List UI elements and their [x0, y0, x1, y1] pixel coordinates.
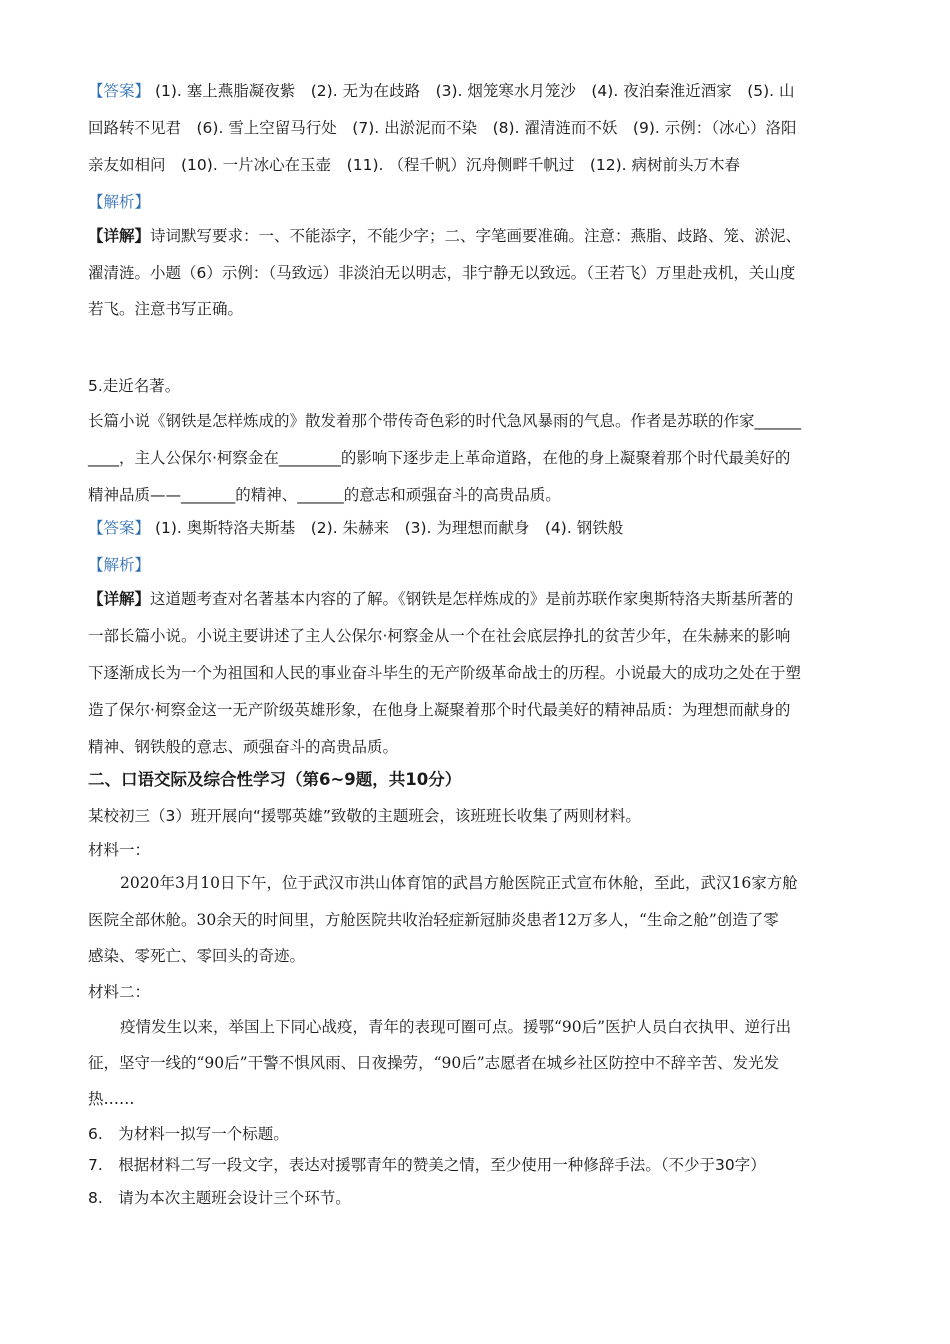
- detail-label: 【详解】: [88, 227, 151, 245]
- q5-detail-line-2: 一部长篇小说。小说主要讲述了主人公保尔·柯察金从一个在社会底层挣扎的贫苦少年，在朱赫来的影响: [88, 627, 791, 645]
- material2-line-2: 征，坚守一线的“90后”干警不惧风雨、日夜操劳，“90后”志愿者在城乡社区防控中不辞辛苦、发光发: [88, 1054, 780, 1072]
- answer-text: (1). 塞上燕脂凝夜紫 (2). 无为在歧路 (3). 烟笼寒水月笼沙 (4). 夜泊秦淮近酒家 (5). 山: [154, 82, 795, 100]
- answer-text: (1). 奥斯特洛夫斯基 (2). 朱赫来 (3). 为理想而献身 (4). 钢铁般: [154, 519, 624, 537]
- q5-question-line-1: 长篇小说《钢铁是怎样炼成的》散发着那个带传奇色彩的时代急风暴雨的气息。作者是苏联的作家______: [88, 412, 802, 430]
- q4-answer-line-2: 回路转不见君 (6). 雪上空留马行处 (7). 出淤泥而不染 (8). 濯清涟而不妖 (9). 示例：（冰心）洛阳: [88, 119, 797, 137]
- detail-text: 诗词默写要求：一、不能添字，不能少字；二、字笔画要准确。注意：燕脂、歧路、笼、淤泥、: [150, 227, 802, 245]
- answer-label: 【答案】: [88, 519, 151, 537]
- question-7: 7. 根据材料二写一段文字，表达对援鄂青年的赞美之情，至少使用一种修辞手法。（不少于30字）: [88, 1156, 766, 1174]
- q5-answer-line: [88, 518, 623, 538]
- q5-detail-line-1: [88, 589, 793, 609]
- q5-title: 5.走近名著。: [88, 377, 181, 395]
- q4-answer-line-3: 亲友如相问 (10). 一片冰心在玉壶 (11). （程千帆）沉舟侧畔千帆过 (12). 病树前头万木春: [88, 156, 741, 174]
- q5-question-line-2: ____，主人公保尔·柯察金在________的影响下逐步走上革命道路，在他的身上凝聚着那个时代最美好的: [88, 449, 791, 467]
- q5-detail-line-5: 精神、钢铁般的意志、顽强奋斗的高贵品质。: [88, 738, 399, 756]
- q4-analysis-label: 【解析】: [88, 193, 151, 211]
- question-8: 8. 请为本次主题班会设计三个环节。: [88, 1189, 351, 1207]
- detail-text: 这道题考查对名著基本内容的了解。《钢铁是怎样炼成的》是前苏联作家奥斯特洛夫斯基所著的: [150, 590, 794, 608]
- material1-line-2: 医院全部休舱。30余天的时间里，方舱医院共收治轻症新冠肺炎患者12万多人，“生命之舱”创造了零: [88, 911, 779, 929]
- material2-line-3: 热……: [88, 1090, 135, 1108]
- material1-label: 材料一：: [88, 841, 151, 859]
- q5-detail-line-3: 下逐渐成长为一个为祖国和人民的事业奋斗毕生的无产阶级革命战士的历程。小说最大的成功之处在于塑: [88, 664, 802, 682]
- q4-detail-line-2: 濯清涟。小题（6）示例：（马致远）非淡泊无以明志，非宁静无以致远。（王若飞）万里赴戎机，关山度: [88, 264, 796, 282]
- material2-label: 材料二：: [88, 983, 151, 1001]
- section-heading: 二、口语交际及综合性学习（第6~9题，共10分）: [88, 770, 462, 789]
- section-intro: 某校初三（3）班开展向“援鄂英雄”致敬的主题班会，该班班长收集了两则材料。: [88, 807, 641, 825]
- q4-detail-line-1: [88, 226, 801, 246]
- material1-line-3: 感染、零死亡、零回头的奇迹。: [88, 947, 306, 965]
- q4-detail-line-3: 若飞。注意书写正确。: [88, 300, 244, 318]
- material1-line-1: 2020年3月10日下午，位于武汉市洪山体育馆的武昌方舱医院正式宣布休舱，至此，武汉16家方舱: [120, 874, 798, 892]
- q5-detail-line-4: 造了保尔·柯察金这一无产阶级英雄形象，在他身上凝聚着那个时代最美好的精神品质：为理想而献身的: [88, 701, 791, 719]
- answer-label: 【答案】: [88, 82, 151, 100]
- q4-answer-line-1: [88, 81, 795, 101]
- detail-label: 【详解】: [88, 590, 151, 608]
- q5-analysis-label: 【解析】: [88, 556, 151, 574]
- question-6: 6. 为材料一拟写一个标题。: [88, 1125, 289, 1143]
- material2-line-1: 疫情发生以来，举国上下同心战疫，青年的表现可圈可点。援鄂“90后”医护人员白衣执甲、逆行出: [120, 1018, 792, 1036]
- q5-question-line-3: 精神品质——_______的精神、______的意志和顽强奋斗的高贵品质。: [88, 486, 561, 504]
